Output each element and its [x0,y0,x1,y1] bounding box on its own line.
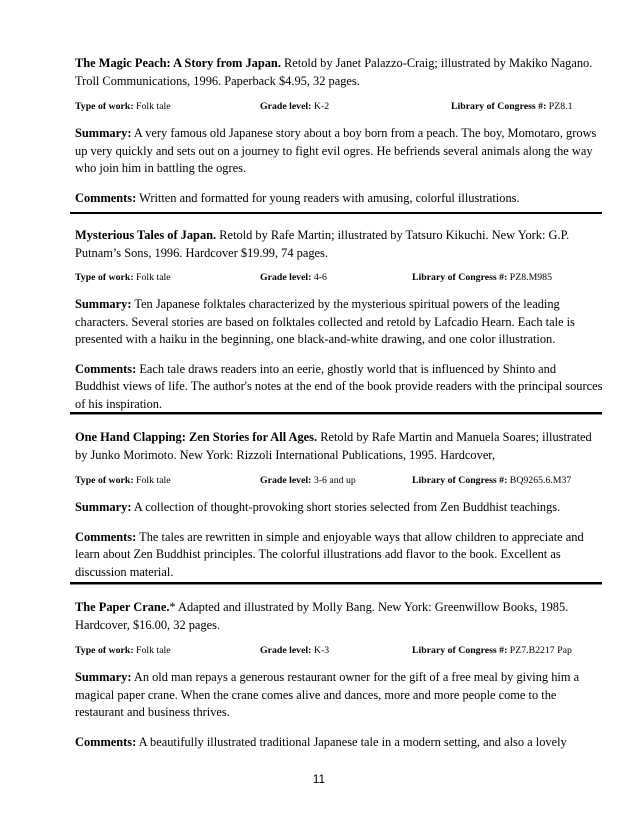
grade-level: Grade level: K-2 [260,101,330,112]
book-title: The Magic Peach: A Story from Japan. [75,56,281,70]
library-of-congress: Library of Congress #: PZ8.1 [451,101,573,112]
separator-rule [70,582,602,584]
book-title: One Hand Clapping: Zen Stories for All Ages. [75,430,318,444]
comments: Comments: A beautifully illustrated traditional Japanese tale in a modern setting, and also a lovely [75,734,567,749]
grade-level: Grade level: 4-6 [260,272,327,283]
type-of-work: Type of work: Folk tale [75,272,171,283]
book-entry-mysterious-tales [75,227,603,413]
comments: Comments: The tales are rewritten in simple and enjoyable ways that allow children to appreciate and learn about Zen Buddhist principles. The colorful illustrations add flavor to the book. Excellent as discussion material. [75,529,584,579]
grade-level: Grade level: 3-6 and up [260,475,356,486]
citation: Mysterious Tales of Japan. Retold by Rafe Martin; illustrated by Tatsuro Kikuchi. New York: G.P. Putnam’s Sons, 1996. Hardcover $19.99, 74 pages. [75,228,570,260]
library-of-congress: Library of Congress #: PZ8.M985 [412,272,552,283]
citation: One Hand Clapping: Zen Stories for All Ages. Retold by Rafe Martin and Manuela Soares; illustrated by Junko Morimoto. New York: Rizzoli International Publications, 1995. Hardcover, [75,430,592,462]
library-of-congress: Library of Congress #: PZ7.B2217 Pap [412,645,572,656]
library-of-congress: Library of Congress #: BQ9265.6.M37 [412,475,572,486]
book-entry-magic-peach [75,55,603,207]
citation: The Magic Peach: A Story from Japan. Retold by Janet Palazzo-Craig; illustrated by Makiko Nagano. Troll Communications, 1996. Paperback $4.95, 32 pages. [75,56,593,88]
summary: Summary: A collection of thought-provoking short stories selected from Zen Buddhist teachings. [75,500,561,514]
metadata-row [75,271,603,285]
metadata-row [75,644,603,658]
comments: Comments: Each tale draws readers into an eerie, ghostly world that is influenced by Shinto and Buddhist views of life. The author's notes at the end of the book provide readers with the principal sources of his inspiration. [75,361,603,411]
comments: Comments: Written and formatted for young readers with amusing, colorful illustrations. [75,190,520,205]
book-entry-one-hand-clapping [75,429,603,581]
page-number: 11 [312,772,326,786]
metadata-row [75,474,603,488]
book-title: The Paper Crane. [75,600,170,614]
summary: Summary: An old man repays a generous restaurant owner for the gift of a free meal by giving him a magical paper crane. When the crane comes alive and dances, more and more people come to the restaurant and business thrives. [75,670,580,719]
book-entry-paper-crane [75,599,603,751]
type-of-work: Type of work: Folk tale [75,645,171,656]
type-of-work: Type of work: Folk tale [75,475,171,486]
citation: The Paper Crane.* Adapted and illustrated by Molly Bang. New York: Greenwillow Books, 1985. Hardcover, $16.00, 32 pages. [75,600,569,632]
metadata-row [75,100,603,114]
grade-level: Grade level: K-3 [260,645,330,656]
type-of-work: Type of work: Folk tale [75,101,171,112]
summary: Summary: A very famous old Japanese story about a boy born from a peach. The boy, Momotaro, grows up very quickly and sets out on a journey to fight evil ogres. He befriends several animals along the way who join him in battling the ogres. [75,126,597,175]
separator-rule [70,212,602,214]
summary: Summary: Ten Japanese folktales characterized by the mysterious spiritual powers of the leading characters. Several stories are based on folktales collected and retold by Lafcadio Hearn. Each tale is presented with a haiku in the beginning, one black-and-white drawing, and one color illustration. [75,297,575,346]
separator-rule [70,412,602,414]
book-title: Mysterious Tales of Japan. [75,228,217,242]
